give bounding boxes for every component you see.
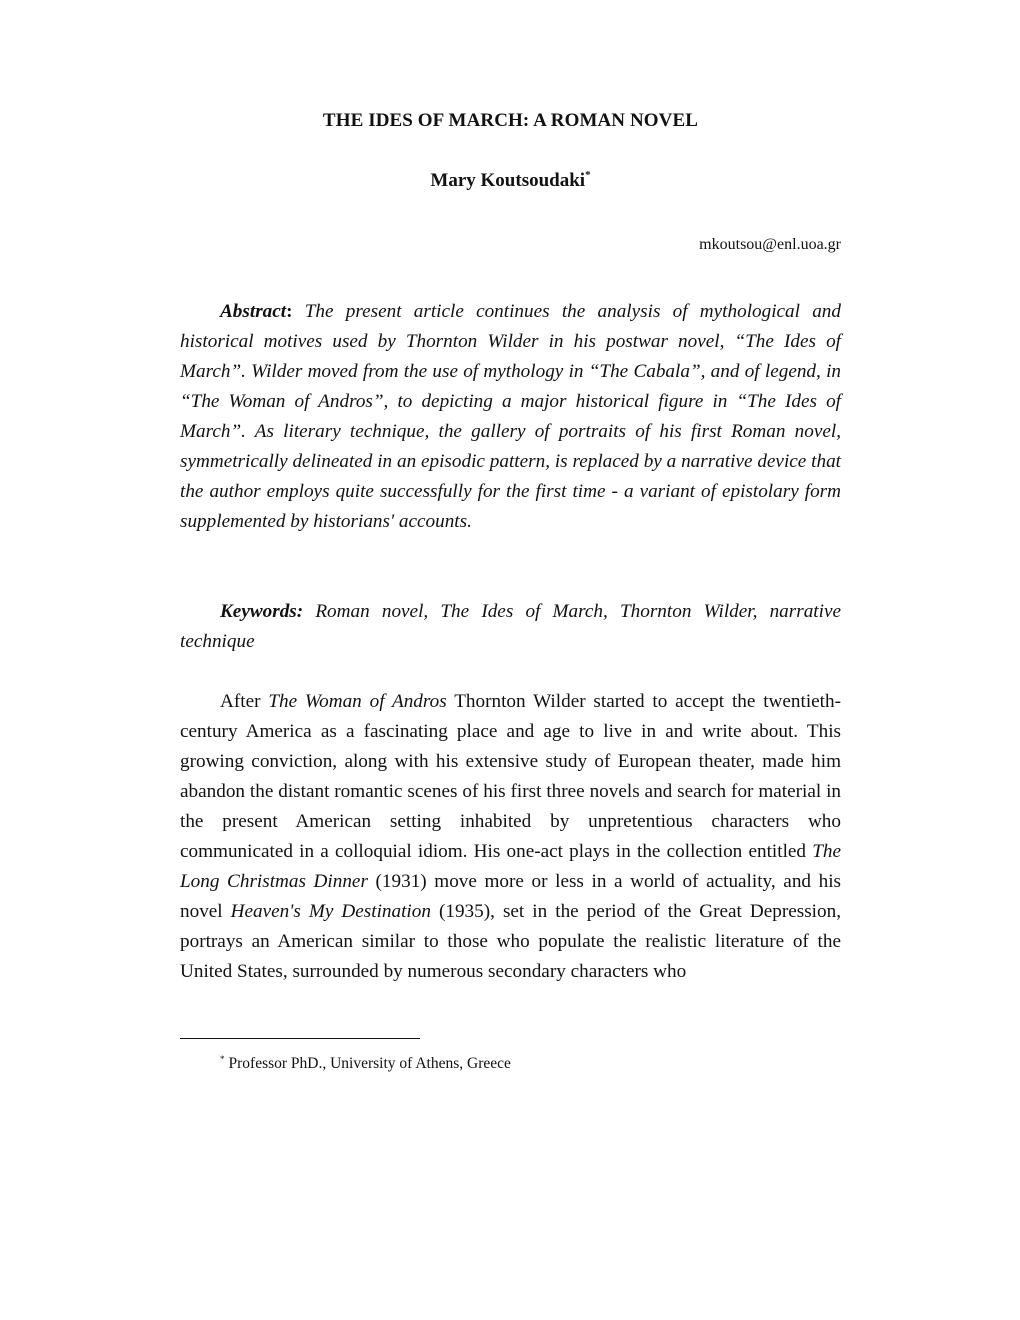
keywords-label: Keywords: (220, 601, 304, 622)
body-segment: Thornton Wilder started to accept the twentieth-century America as a fascinating place and age to live in and write about. This growing conviction, along with his extensive study of European theater, made him abandon the distant romantic scenes of his first three novels and search for material in the present American setting inhabited by unpretentious characters who communicated in a colloquial idiom. His one-act plays in the collection entitled (180, 691, 842, 862)
body-segment: (1935), set in the period of the Great Depression, portrays an American similar to those who populate the realistic literature of the United States, surrounded by numerous secondary characters who (180, 901, 842, 982)
body-segment: After (220, 691, 269, 712)
footnote (220, 1053, 511, 1075)
author-line (180, 168, 841, 194)
footnote-marker: * (220, 1054, 225, 1064)
author-email[interactable]: mkoutsou@enl.uoa.gr (699, 236, 841, 253)
abstract-label (220, 301, 293, 322)
paper-page (180, 0, 841, 1320)
keywords-text: Roman novel, The Ides of March, Thornton Wilder, narrative technique (180, 601, 841, 652)
abstract-label-text: Abstract (220, 301, 287, 322)
book-title: The Long Christmas Dinner (180, 841, 841, 892)
book-title: Heaven's My Destination (230, 901, 431, 922)
keywords-paragraph (180, 597, 841, 657)
article-title: THE IDES OF MARCH: A ROMAN NOVEL (322, 110, 699, 131)
abstract-paragraph (180, 297, 841, 537)
author-footnote-marker[interactable]: * (585, 169, 591, 181)
author-name: Mary Koutsoudaki (430, 170, 586, 191)
footnote-text: Professor PhD., University of Athens, Greece (228, 1055, 511, 1072)
book-title: The Woman of Andros (268, 691, 447, 712)
body-segment: (1931) move more or less in a world of actuality, and his novel (180, 871, 841, 922)
body-paragraph (180, 687, 841, 987)
footnote-divider (180, 1038, 420, 1039)
abstract-label-colon: : (286, 301, 293, 322)
abstract-text: The present article continues the analysis of mythological and historical motives used by Thornton Wilder in his postwar novel, “The Ides of March”. Wilder moved from the use of mythology in “The Cabala”, and of legend, in “The Woman of Andros”, to depicting a major historical figure in “The Ides of March”. As literary technique, the gallery of portraits of his first Roman novel, symmetrically delineated in an episodic pattern, is replaced by a narrative device that the author employs quite successfully for the first time - a variant of epistolary form supplemented by historians' accounts. (180, 301, 841, 532)
